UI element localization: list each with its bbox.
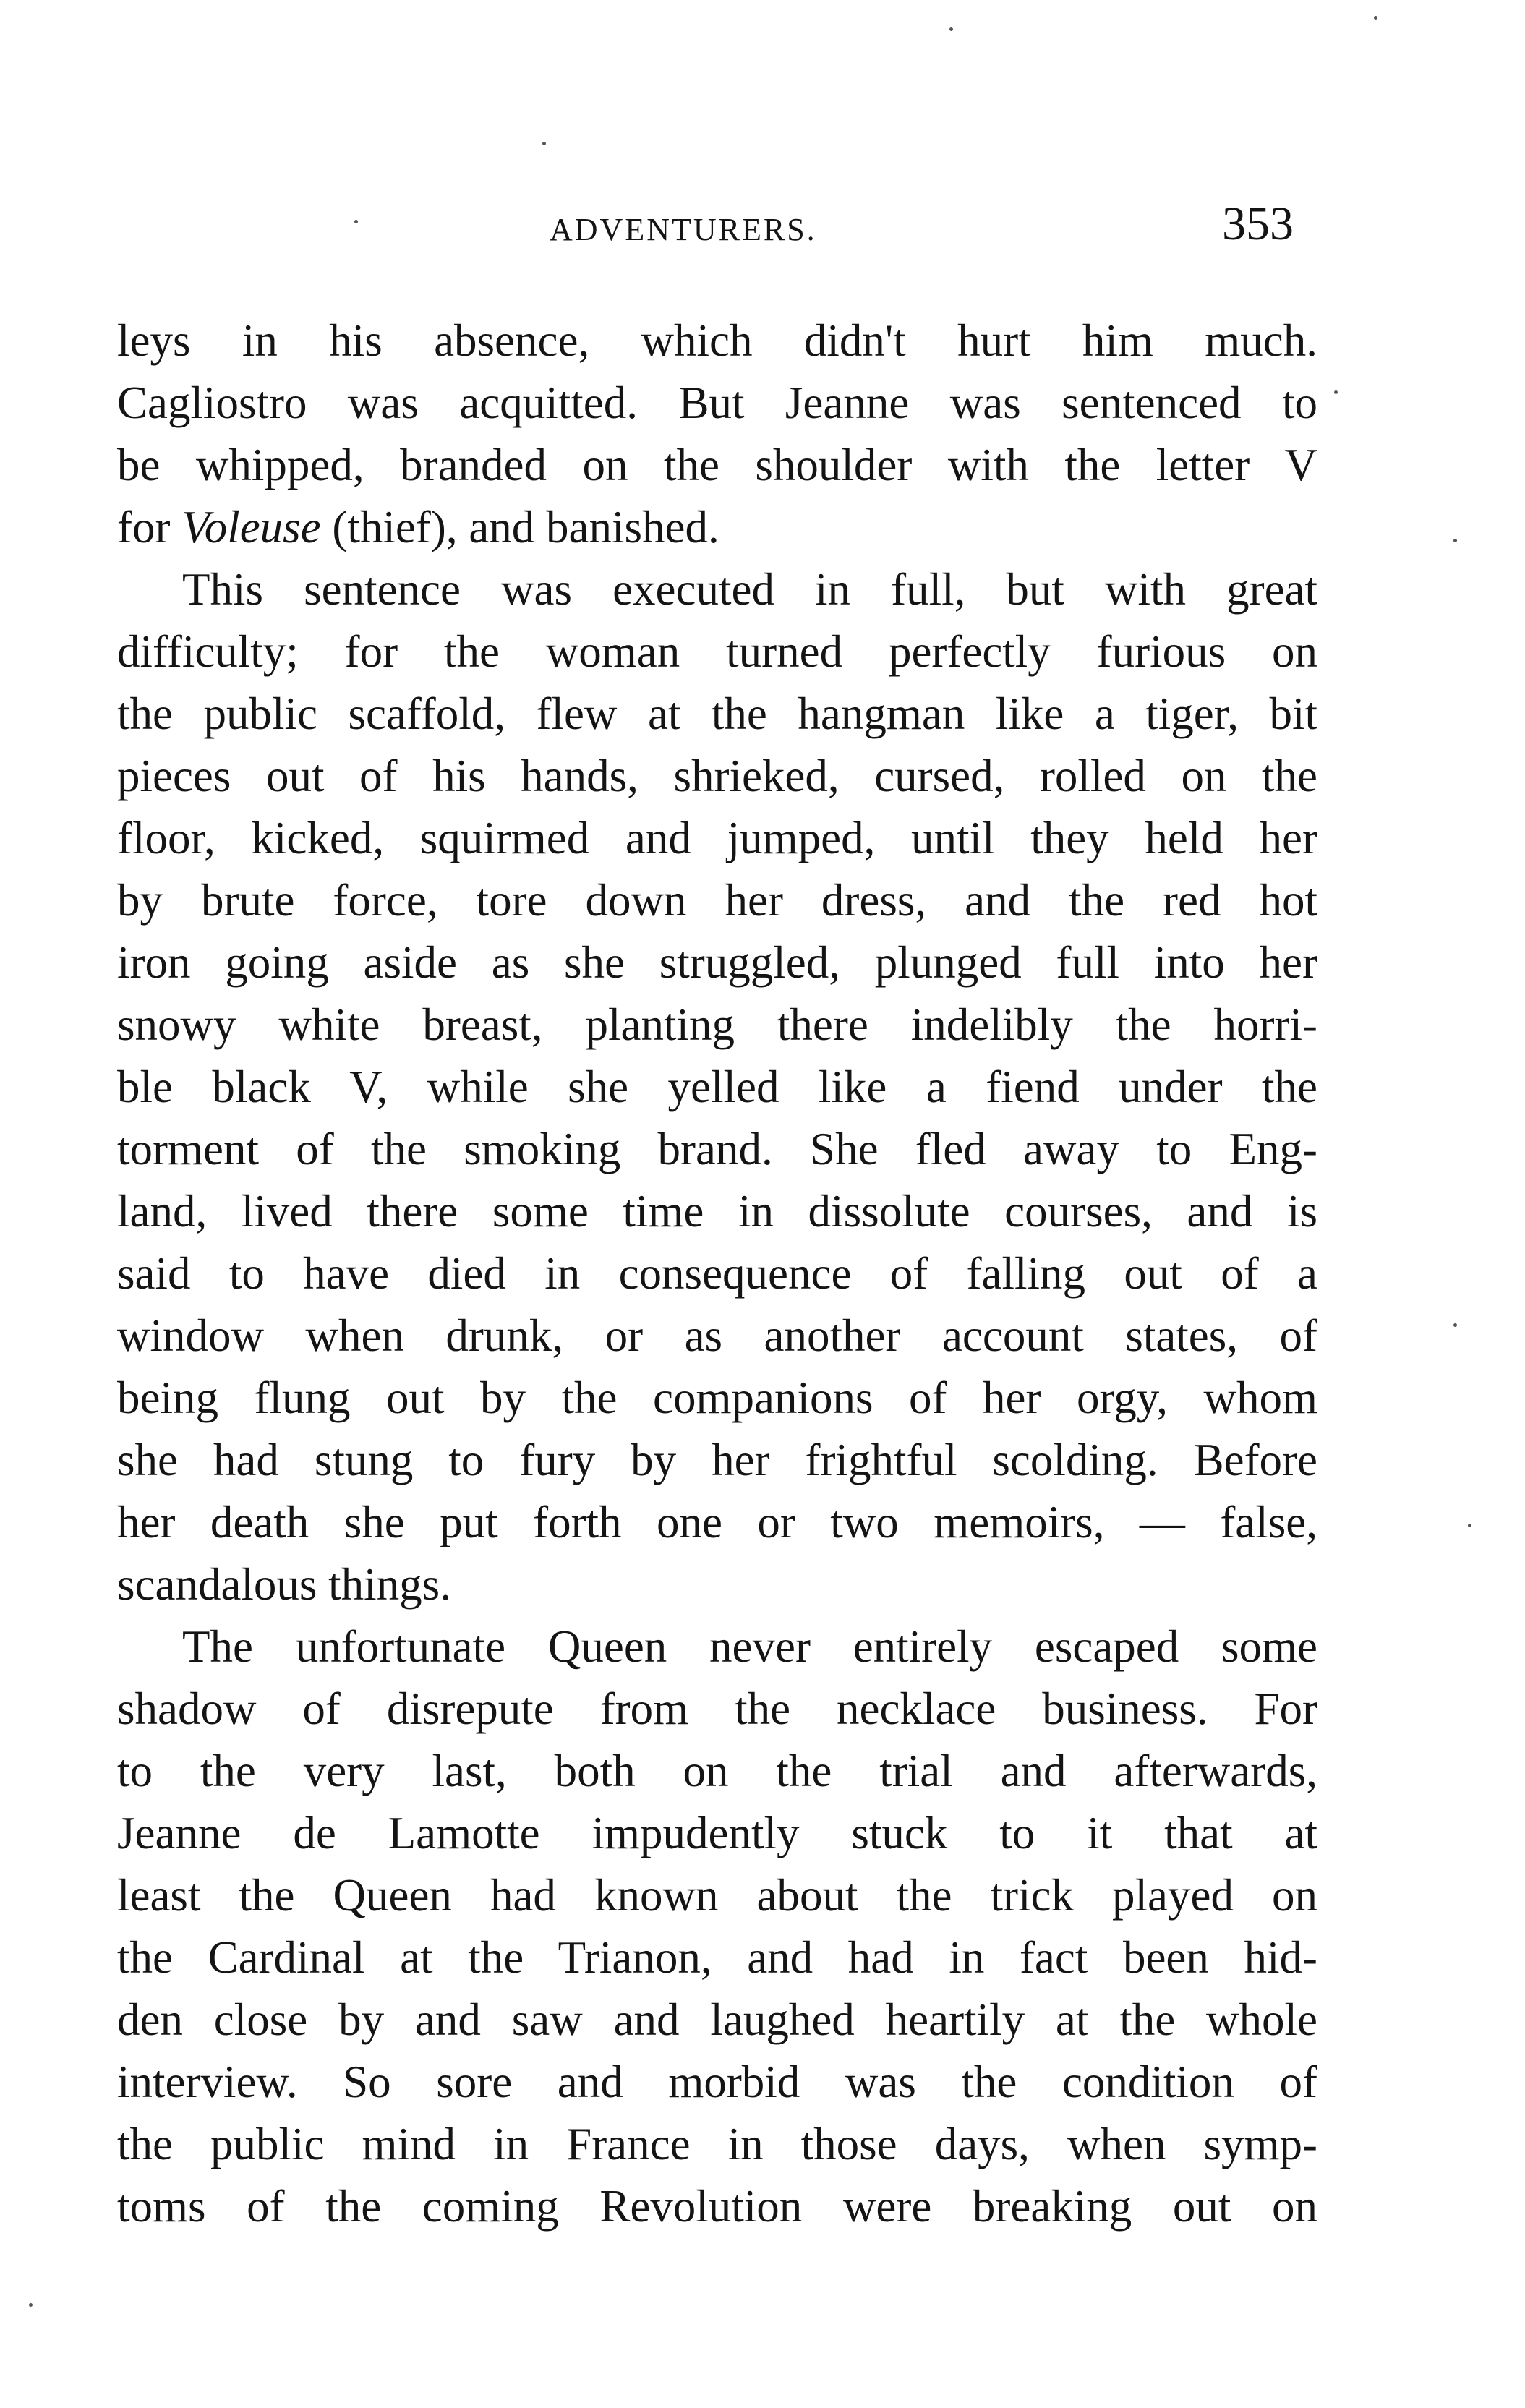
text-line: Jeanne de Lamotte impudently stuck to it that at	[117, 1808, 1317, 1858]
body-text	[117, 309, 1317, 2237]
text-line: the public scaffold, flew at the hangman like a tiger, bit	[117, 688, 1317, 739]
text-line: pieces out of his hands, shrieked, cursed, rolled on the	[117, 751, 1317, 801]
text-line: said to have died in consequence of falling out of a	[117, 1248, 1317, 1299]
text-line: floor, kicked, squirmed and jumped, until they held her	[117, 813, 1317, 863]
text-line: she had stung to fury by her frightful scolding. Before	[117, 1435, 1317, 1485]
scan-speck	[1453, 539, 1457, 542]
text-line: difficulty; for the woman turned perfectly furious on	[117, 626, 1317, 677]
text-line: ble black V, while she yelled like a fiend under the	[117, 1062, 1317, 1112]
running-head: ADVENTURERS.	[550, 212, 817, 247]
text-line: for Voleuse (thief), and banished.	[117, 502, 719, 552]
text-line: Cagliostro was acquitted. But Jeanne was sentenced to	[117, 377, 1317, 428]
text-line: land, lived there some time in dissolute courses, and is	[117, 1186, 1317, 1237]
scan-speck	[29, 2303, 33, 2307]
text-line: torment of the smoking brand. She fled away to Eng-	[117, 1124, 1317, 1174]
scan-speck	[354, 220, 358, 223]
text-line: window when drunk, or as another account states, of	[117, 1310, 1317, 1361]
text-line: snowy white breast, planting there indelibly the horri-	[117, 999, 1317, 1050]
text-line: iron going aside as she struggled, plunged full into her	[117, 937, 1317, 988]
scan-speck	[1374, 16, 1377, 20]
text-line: toms of the coming Revolution were breaking out on	[117, 2181, 1317, 2232]
text-line: her death she put forth one or two memoirs, — false,	[117, 1497, 1317, 1547]
scan-speck	[1468, 1524, 1471, 1527]
text-line: leys in his absence, which didn't hurt him much.	[117, 315, 1317, 366]
text-line: the public mind in France in those days, when symp-	[117, 2119, 1317, 2169]
scan-speck	[542, 142, 546, 145]
text-line: be whipped, branded on the shoulder with the letter V	[117, 440, 1317, 490]
scan-speck	[1453, 1323, 1457, 1327]
text-line: being flung out by the companions of her orgy, whom	[117, 1372, 1317, 1423]
text-line: The unfortunate Queen never entirely escaped some	[182, 1621, 1317, 1672]
text-line: the Cardinal at the Trianon, and had in fact been hid-	[117, 1932, 1317, 1983]
text-line: by brute force, tore down her dress, and the red hot	[117, 875, 1317, 926]
text-line: to the very last, both on the trial and afterwards,	[117, 1746, 1317, 1796]
text-line: This sentence was executed in full, but with great	[182, 564, 1317, 615]
italic-word: Voleuse	[181, 502, 321, 552]
scan-speck	[949, 27, 953, 31]
scan-speck	[1334, 390, 1338, 394]
text-line: den close by and saw and laughed heartily at the whole	[117, 1994, 1317, 2045]
text-line: least the Queen had known about the trick played on	[117, 1870, 1317, 1921]
text-line: shadow of disrepute from the necklace business. For	[117, 1683, 1317, 1734]
text-line: scandalous things.	[117, 1559, 451, 1610]
page-number: 353	[1222, 197, 1294, 250]
text-line: interview. So sore and morbid was the condition of	[117, 2057, 1317, 2107]
